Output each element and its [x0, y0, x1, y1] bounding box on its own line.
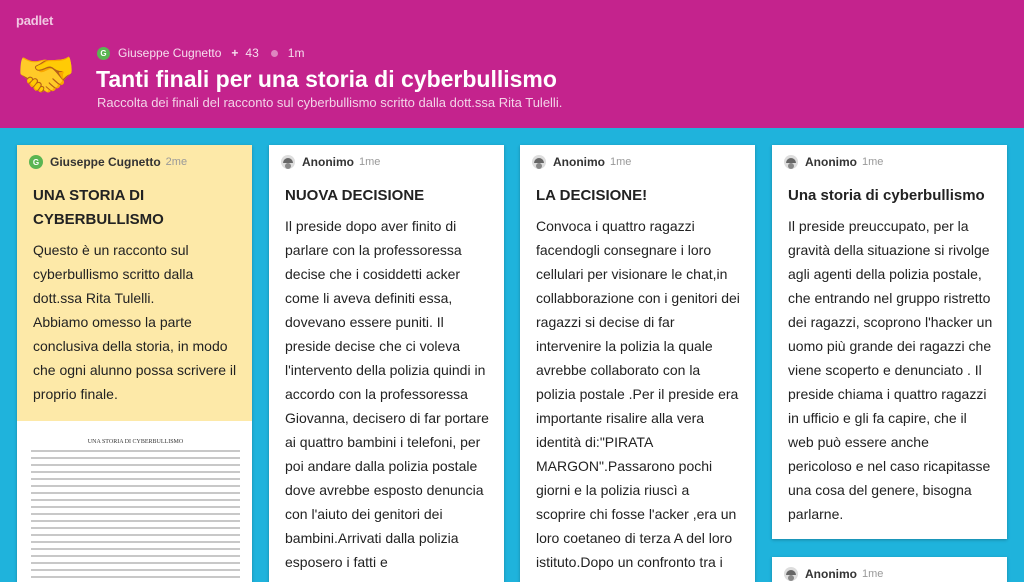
- padlet-logo[interactable]: padlet: [16, 13, 54, 28]
- post-body: Questo è un racconto sul cyberbullismo scritto dalla dott.ssa Rita Tulelli. Abbiamo omesso la parte conclusiva della storia, in modo che ogni alunno possa scrivere il proprio finale.: [33, 242, 237, 402]
- post-author: Anonimo: [553, 155, 605, 169]
- post-header: [29, 153, 252, 171]
- page-title: Tanti finali per una storia di cyberbullismo: [96, 66, 557, 92]
- post-title: LA DECISIONE!: [536, 187, 648, 204]
- post-author: Anonimo: [805, 155, 857, 169]
- post-header: [784, 153, 1007, 171]
- post-time: 1me: [359, 156, 381, 168]
- post-card[interactable]: [520, 145, 755, 582]
- post-header: [784, 565, 1007, 582]
- anonymous-avatar-icon: [784, 567, 798, 581]
- plus-icon: +: [231, 46, 239, 60]
- attachment-title: UNA STORIA DI CYBERBULLISMO: [87, 439, 184, 445]
- post-time: 2me: [165, 156, 188, 168]
- post-card[interactable]: [772, 145, 1007, 539]
- author-avatar[interactable]: G: [97, 47, 110, 60]
- post-card[interactable]: [269, 145, 504, 582]
- padlet-header: [0, 0, 1024, 128]
- post-title: NUOVA DECISIONE: [285, 187, 425, 204]
- post-time: 1me: [862, 156, 884, 168]
- post-card[interactable]: [772, 557, 1007, 582]
- anonymous-avatar-icon: [281, 155, 295, 169]
- handshake-icon: 🤝: [16, 49, 76, 102]
- post-author: Giuseppe Cugnetto: [50, 155, 161, 169]
- page-subtitle: Raccolta dei finali del racconto sul cyberbullismo scritto dalla dott.ssa Rita Tulelli.: [97, 95, 563, 110]
- post-time: 1me: [862, 568, 884, 580]
- post-body: Il preside dopo aver finito di parlare con la professoressa decise che i cosiddetti acker come li aveva definiti essa, dovevano essere puniti. Il preside decise che ci voleva l'intervento della polizia quindi in accordo con la professoressa Giovanna, decisero di far portare ai quattro bambini i telefoni, per poi andare dalla polizia postale dove avrebbe esposto denuncia con l'aiuto dei genitori dei bambini.Arrivati dalla polizia esposero i fatti e: [285, 218, 489, 570]
- post-author: Anonimo: [805, 567, 857, 581]
- author-avatar: G: [29, 155, 43, 169]
- document-attachment[interactable]: [17, 421, 252, 582]
- dot-icon: [271, 50, 278, 57]
- updated-time: 1m: [287, 46, 305, 60]
- author-name[interactable]: Giuseppe Cugnetto: [118, 46, 222, 60]
- post-header: [532, 153, 755, 171]
- post-title: Una storia di cyberbullismo: [788, 187, 985, 204]
- post-time: 1me: [610, 156, 632, 168]
- post-header: [281, 153, 504, 171]
- padlet-meta: [97, 46, 304, 60]
- anonymous-avatar-icon: [784, 155, 798, 169]
- post-author: Anonimo: [302, 155, 354, 169]
- post-body: Il preside preuccupato, per la gravità della situazione si rivolge agli agenti della polizia postale, che entrando nel gruppo ristretto dei ragazzi, scoprono l'hacker un uomo più grande dei ragazzi che viene scoperto e denunciato . Il preside chiama i quattro ragazzi in ufficio e gli fa capire, che il web può essere anche pericoloso e nel caso ricapitasse una cosa del genere, bisogna parlarne.: [788, 218, 993, 522]
- anonymous-avatar-icon: [532, 155, 546, 169]
- post-card[interactable]: [17, 145, 252, 582]
- post-title: UNA STORIA DI CYBERBULLISMO: [33, 187, 164, 228]
- post-count: 43: [245, 46, 259, 60]
- post-body: Convoca i quattro ragazzi facendogli consegnare i loro cellulari per visionare le chat,in collabborazione con i genitori dei ragazzi si decise di far intervenire la polizia la quale avrebbe collaborato con la polizia postale .Per il preside era importante risalire alla vera identità di:"PIRATA MARGON".Passarono pochi giorni e la polizia riuscì a scoprire chi fosse l'acker ,era un loro coetaneo di terza A del loro istituto.Dopo un confronto tra i: [536, 218, 740, 570]
